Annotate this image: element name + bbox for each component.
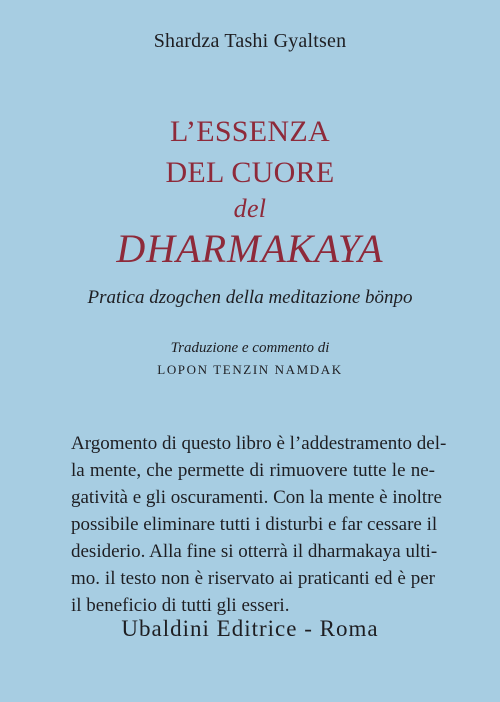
author-name: Shardza Tashi Gyaltsen (153, 30, 347, 52)
description-line: mo. il testo non è riservato ai praticanti ed è per (71, 568, 435, 589)
title-line-2: DEL CUORE (165, 156, 335, 189)
publisher-name: Ubaldini Editrice - Roma (121, 616, 379, 641)
title-line-4: DHARMAKAYA (116, 226, 384, 271)
description-line: gatività e gli oscuramenti. Con la mente è inoltre (71, 487, 442, 508)
subtitle: Pratica dzogchen della meditazione bönpo (87, 287, 413, 308)
description-line: desiderio. Alla fine si otterrà il dharmakaya ulti- (71, 541, 438, 562)
translation-label: Traduzione e commento di (170, 340, 330, 356)
translator-name: LOPON TENZIN NAMDAK (157, 362, 343, 377)
description-line: possibile eliminare tutti i disturbi e far cessare il (71, 514, 438, 535)
description-line: il beneficio di tutti gli esseri. (71, 595, 290, 616)
title-line-3: del (233, 194, 267, 223)
title-line-1: L’ESSENZA (170, 115, 330, 148)
description-line: Argomento di questo libro è l’addestramento del- (71, 433, 447, 454)
book-description (71, 430, 447, 619)
description-line: la mente, che permette di rimuovere tutte le ne- (71, 460, 435, 481)
